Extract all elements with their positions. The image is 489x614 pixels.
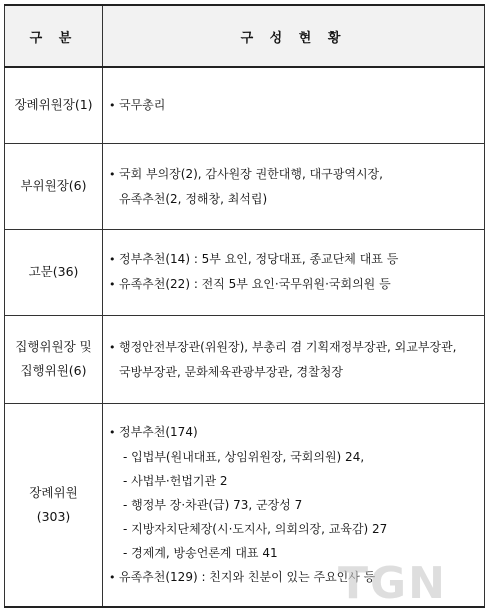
division-line: 집행위원(6) xyxy=(20,363,87,378)
list-item: • 유족추천(129) : 친지와 친분이 있는 주요인사 등 xyxy=(109,565,482,590)
division-line: 장례위원장(1) xyxy=(14,97,93,113)
row-content xyxy=(103,143,485,229)
table-row xyxy=(5,403,485,607)
list-item: • 국무총리 xyxy=(109,93,482,118)
list-item: • 정부추천(174) xyxy=(109,420,482,445)
list-item-continuation: 국방부장관, 문화체육관광부장관, 경찰청장 xyxy=(119,364,343,379)
row-division xyxy=(5,403,103,607)
bullet-mark: • xyxy=(109,98,116,112)
row-content xyxy=(103,67,485,143)
funeral-committee-table xyxy=(4,4,485,608)
row-content xyxy=(103,229,485,315)
row-division xyxy=(5,229,103,315)
row-division xyxy=(5,315,103,403)
list-item: • 정부추천(14) : 5부 요인, 정당대표, 종교단체 대표 등 xyxy=(109,247,482,272)
row-division xyxy=(5,67,103,143)
sub-item: - 행정부 장·차관(급) 73, 군장성 7 xyxy=(123,497,303,512)
bullet-mark: • xyxy=(109,425,116,439)
bullet-mark: • xyxy=(109,167,116,181)
bullet-mark: • xyxy=(109,278,116,291)
list-item: • 국회 부의장(2), 감사원장 권한대행, 대구광역시장, xyxy=(109,162,482,187)
row-content xyxy=(103,403,485,607)
table-row xyxy=(5,315,485,403)
table-row xyxy=(5,229,485,315)
sub-item: - 경제계, 방송언론계 대표 41 xyxy=(123,545,278,560)
bullet-mark: • xyxy=(109,340,116,354)
bullet-mark: • xyxy=(109,570,116,584)
table-row xyxy=(5,143,485,229)
row-content xyxy=(103,315,485,403)
table-row xyxy=(5,67,485,143)
header-composition: 구 성 현 황 xyxy=(103,5,485,67)
table-header-row xyxy=(5,5,485,67)
tgn-watermark-logo: TGN xyxy=(338,558,447,609)
division-line: 집행위원장 및 xyxy=(15,339,92,354)
list-item: • 유족추천(22) : 전직 5부 요인·국무위원·국회의원 등 xyxy=(109,272,482,297)
list-item: • 행정안전부장관(위원장), 부총리 겸 기획재정부장관, 외교부장관, xyxy=(109,335,482,360)
sub-item: - 입법부(원내대표, 상임위원장, 국회의원) 24, xyxy=(123,449,365,464)
header-division: 구 분 xyxy=(5,5,103,67)
division-line: 부위원장(6) xyxy=(20,178,87,193)
sub-item: - 지방자치단체장(시·도지사, 의회의장, 교육감) 27 xyxy=(123,521,388,536)
division-line: 고문(36) xyxy=(28,264,79,279)
bullet-mark: • xyxy=(109,253,116,266)
list-item-continuation: 유족추천(2, 정해창, 최석립) xyxy=(119,191,268,206)
division-line: 장례위원 xyxy=(29,484,78,500)
row-division xyxy=(5,143,103,229)
sub-item: - 사법부·헌법기관 2 xyxy=(123,473,228,488)
division-line: (303) xyxy=(36,508,71,524)
